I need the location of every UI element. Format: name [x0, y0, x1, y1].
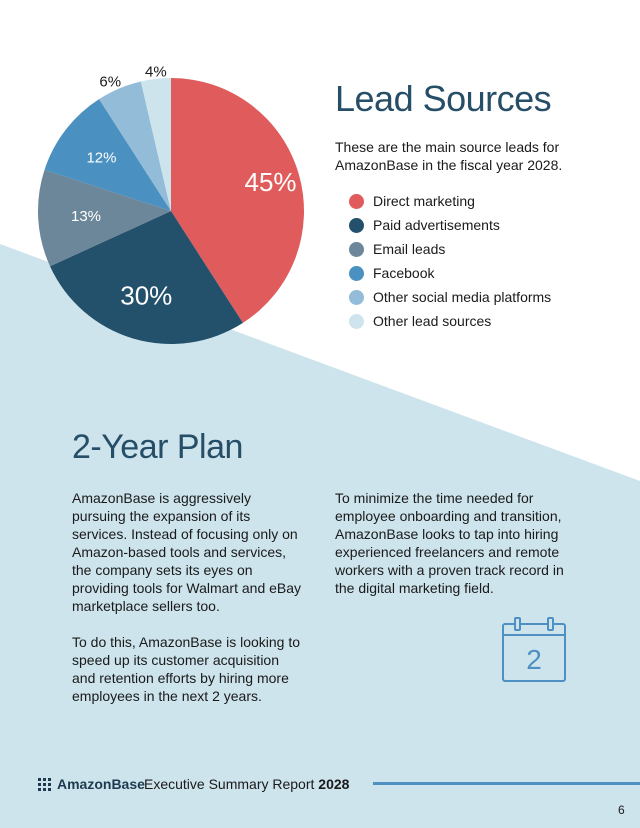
legend-swatch	[349, 314, 364, 329]
calendar-icon	[501, 617, 567, 683]
plan-paragraph: AmazonBase is aggressively pursuing the expansion of its services. Instead of focusing only on Amazon-based tools and services, the company sets its eyes on providing tools for Walmart and eBay marketplace sellers too.	[72, 490, 302, 614]
legend-swatch	[349, 194, 364, 209]
report-year: 2028	[318, 776, 350, 792]
report-label	[144, 776, 349, 792]
plan-left-column	[72, 489, 304, 723]
pie-slice-label: 12%	[86, 149, 117, 167]
lead-sources-intro: These are the main source leads for AmazonBase in the fiscal year 2028.	[335, 139, 563, 173]
legend-label: Facebook	[373, 265, 435, 281]
legend-item	[349, 309, 551, 333]
calendar-number: 2	[526, 644, 542, 675]
plan-title: 2-Year Plan	[72, 428, 243, 466]
legend-label: Paid advertisements	[373, 217, 500, 233]
plan-paragraph: To do this, AmazonBase is looking to speed up its customer acquisition and retention efforts by hiring more employees in the next 2 years.	[72, 634, 301, 704]
legend-label: Direct marketing	[373, 193, 475, 209]
legend-swatch	[349, 266, 364, 281]
pie-legend	[349, 189, 551, 333]
pie-slice-label: 30%	[120, 280, 173, 311]
plan-paragraph: To minimize the time needed for employee onboarding and transition, AmazonBase looks to tap into hiring experienced freelancers and remote workers with a proven track record in the digital marketing field.	[335, 490, 564, 596]
legend-swatch	[349, 218, 364, 233]
footer-logo	[38, 776, 145, 792]
plan-right-column	[335, 489, 567, 615]
legend-label: Other lead sources	[373, 313, 492, 329]
legend-label: Email leads	[373, 241, 446, 257]
report-title: Executive Summary Report	[144, 776, 315, 792]
logo-grid-icon	[38, 778, 51, 791]
footer-divider	[373, 782, 640, 785]
legend-item	[349, 189, 551, 213]
legend-item	[349, 261, 551, 285]
pie-slice-label: 4%	[144, 63, 167, 81]
legend-item	[349, 237, 551, 261]
page-number: 6	[618, 803, 625, 817]
legend-item	[349, 213, 551, 237]
pie-slice-label: 45%	[244, 166, 297, 197]
pie-slice-label: 6%	[99, 73, 122, 91]
legend-swatch	[349, 290, 364, 305]
lead-sources-title: Lead Sources	[335, 78, 552, 119]
legend-item	[349, 285, 551, 309]
legend-swatch	[349, 242, 364, 257]
legend-label: Other social media platforms	[373, 289, 552, 305]
logo-text: AmazonBase	[57, 776, 145, 792]
pie-slice-label: 13%	[71, 208, 102, 226]
